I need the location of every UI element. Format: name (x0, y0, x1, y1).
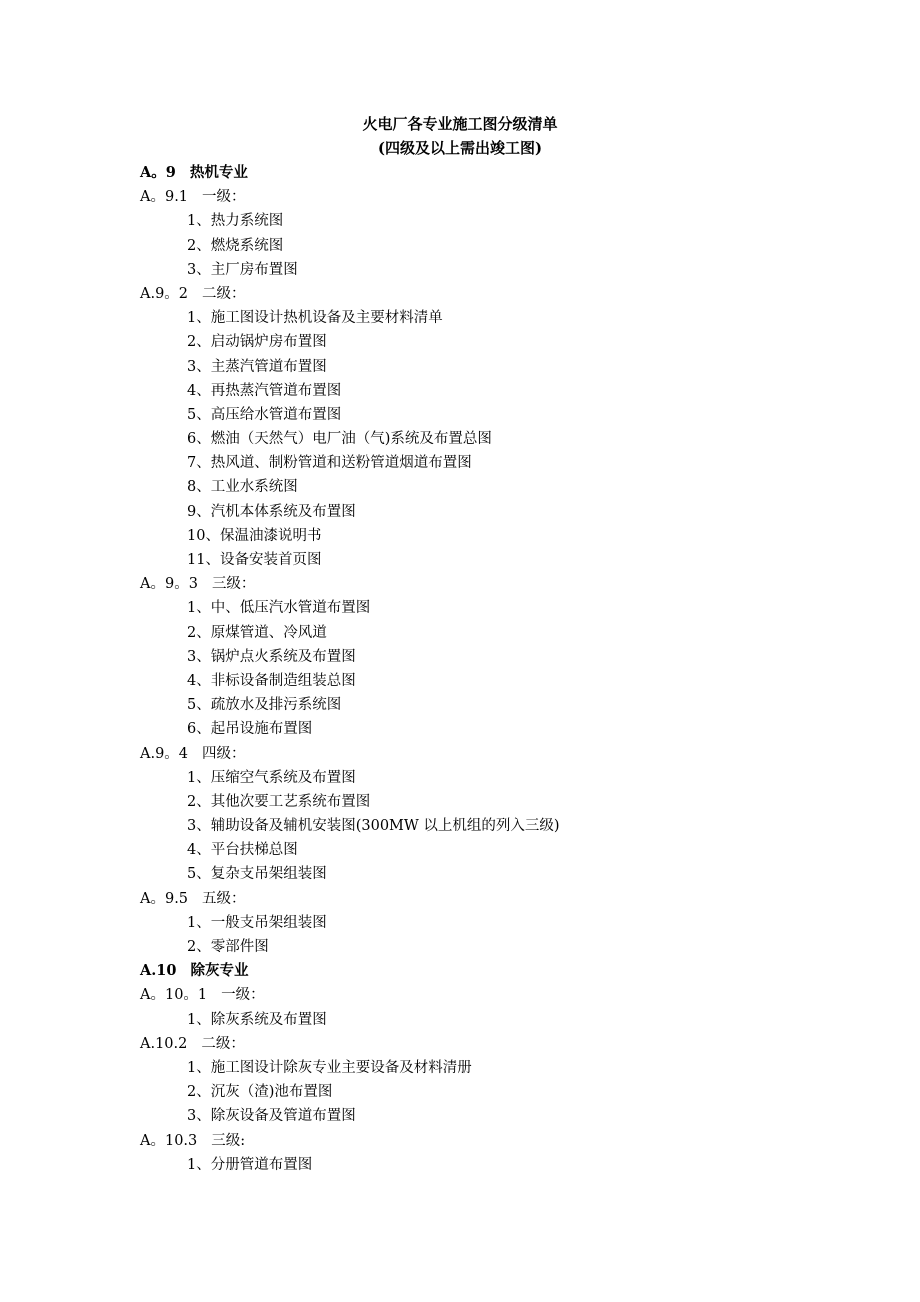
document-subtitle: (四级及以上需出竣工图) (377, 139, 543, 157)
list-item: 1、热力系统图 (187, 213, 284, 230)
level-code: A.9。4 (140, 745, 189, 762)
level-heading (140, 1129, 840, 1153)
list-item: 1、除灰系统及布置图 (187, 1011, 327, 1028)
level-heading (140, 983, 840, 1007)
level-code: A。9。3 (140, 576, 198, 593)
list-item: 6、起吊设施布置图 (187, 721, 313, 738)
level-code: A。10。1 (140, 987, 208, 1004)
section-heading (140, 161, 840, 185)
section-code: A.10 (140, 962, 177, 980)
level-name: 二级： (201, 1035, 245, 1052)
list-item: 4、再热蒸汽管道布置图 (187, 382, 342, 399)
list-item: 1、施工图设计热机设备及主要材料清单 (187, 310, 443, 327)
document-title: 火电厂各专业施工图分级清单 (362, 115, 558, 133)
level-heading (140, 742, 840, 766)
level-code: A。10.3 (140, 1132, 198, 1149)
list-item: 1、分册管道布置图 (187, 1156, 313, 1173)
list-item: 3、除灰设备及管道布置图 (187, 1108, 356, 1125)
level-code: A.10.2 (140, 1035, 188, 1052)
list-item: 2、沉灰（渣)池布置图 (187, 1084, 333, 1101)
level-name: 四级： (202, 745, 246, 762)
list-item: 5、疏放水及排污系统图 (187, 697, 342, 714)
section-name: 热机专业 (189, 164, 248, 181)
level-heading (140, 887, 840, 911)
list-item: 10、保温油漆说明书 (187, 527, 322, 544)
section-heading (140, 959, 840, 983)
level-name: 一级： (221, 987, 265, 1004)
level-heading (140, 1032, 840, 1056)
list-item: 3、主蒸汽管道布置图 (187, 358, 327, 375)
list-item: 1、一般支吊架组装图 (187, 914, 327, 931)
level-name: 三级： (211, 576, 256, 593)
list-item: 2、原煤管道、冷风道 (187, 624, 327, 641)
list-item: 5、复杂支吊架组装图 (187, 866, 327, 883)
list-item: 2、启动锅炉房布置图 (187, 334, 327, 351)
list-item: 9、汽机本体系统及布置图 (187, 503, 356, 520)
list-item: 1、压缩空气系统及布置图 (187, 769, 356, 786)
level-code: A。9.1 (140, 189, 189, 206)
level-name: 二级： (202, 285, 246, 302)
list-item: 4、非标设备制造组装总图 (187, 672, 356, 689)
list-item: 4、平台扶梯总图 (187, 842, 298, 859)
list-item: 2、其他次要工艺系统布置图 (187, 793, 371, 810)
level-heading (140, 185, 840, 209)
document-body (140, 161, 840, 1177)
list-item: 6、燃油（天然气）电厂油（气)系统及布置总图 (187, 431, 492, 448)
level-heading (140, 282, 840, 306)
list-item: 5、高压给水管道布置图 (187, 406, 342, 423)
level-heading (140, 572, 840, 596)
list-item: 1、施工图设计除灰专业主要设备及材料清册 (187, 1059, 472, 1076)
list-item: 2、燃烧系统图 (187, 237, 284, 254)
list-item: 2、零部件图 (187, 939, 269, 955)
level-name: 三级: (211, 1132, 246, 1149)
level-name: 一级： (202, 189, 246, 206)
section-name: 除灰专业 (190, 962, 249, 980)
list-item: 3、辅助设备及辅机安装图(300MW 以上机组的列入三级) (187, 818, 560, 835)
list-item: 1、中、低压汽水管道布置图 (187, 600, 371, 617)
list-item: 8、工业水系统图 (187, 479, 298, 496)
level-code: A。9.5 (140, 890, 189, 907)
level-code: A.9。2 (140, 285, 189, 302)
list-item: 11、设备安装首页图 (187, 552, 322, 568)
level-name: 五级： (202, 890, 246, 907)
list-item: 3、锅炉点火系统及布置图 (187, 648, 356, 665)
list-item: 7、热风道、制粉管道和送粉管道烟道布置图 (187, 455, 472, 472)
list-item: 3、主厂房布置图 (187, 261, 298, 278)
section-code: A。9 (140, 164, 176, 181)
